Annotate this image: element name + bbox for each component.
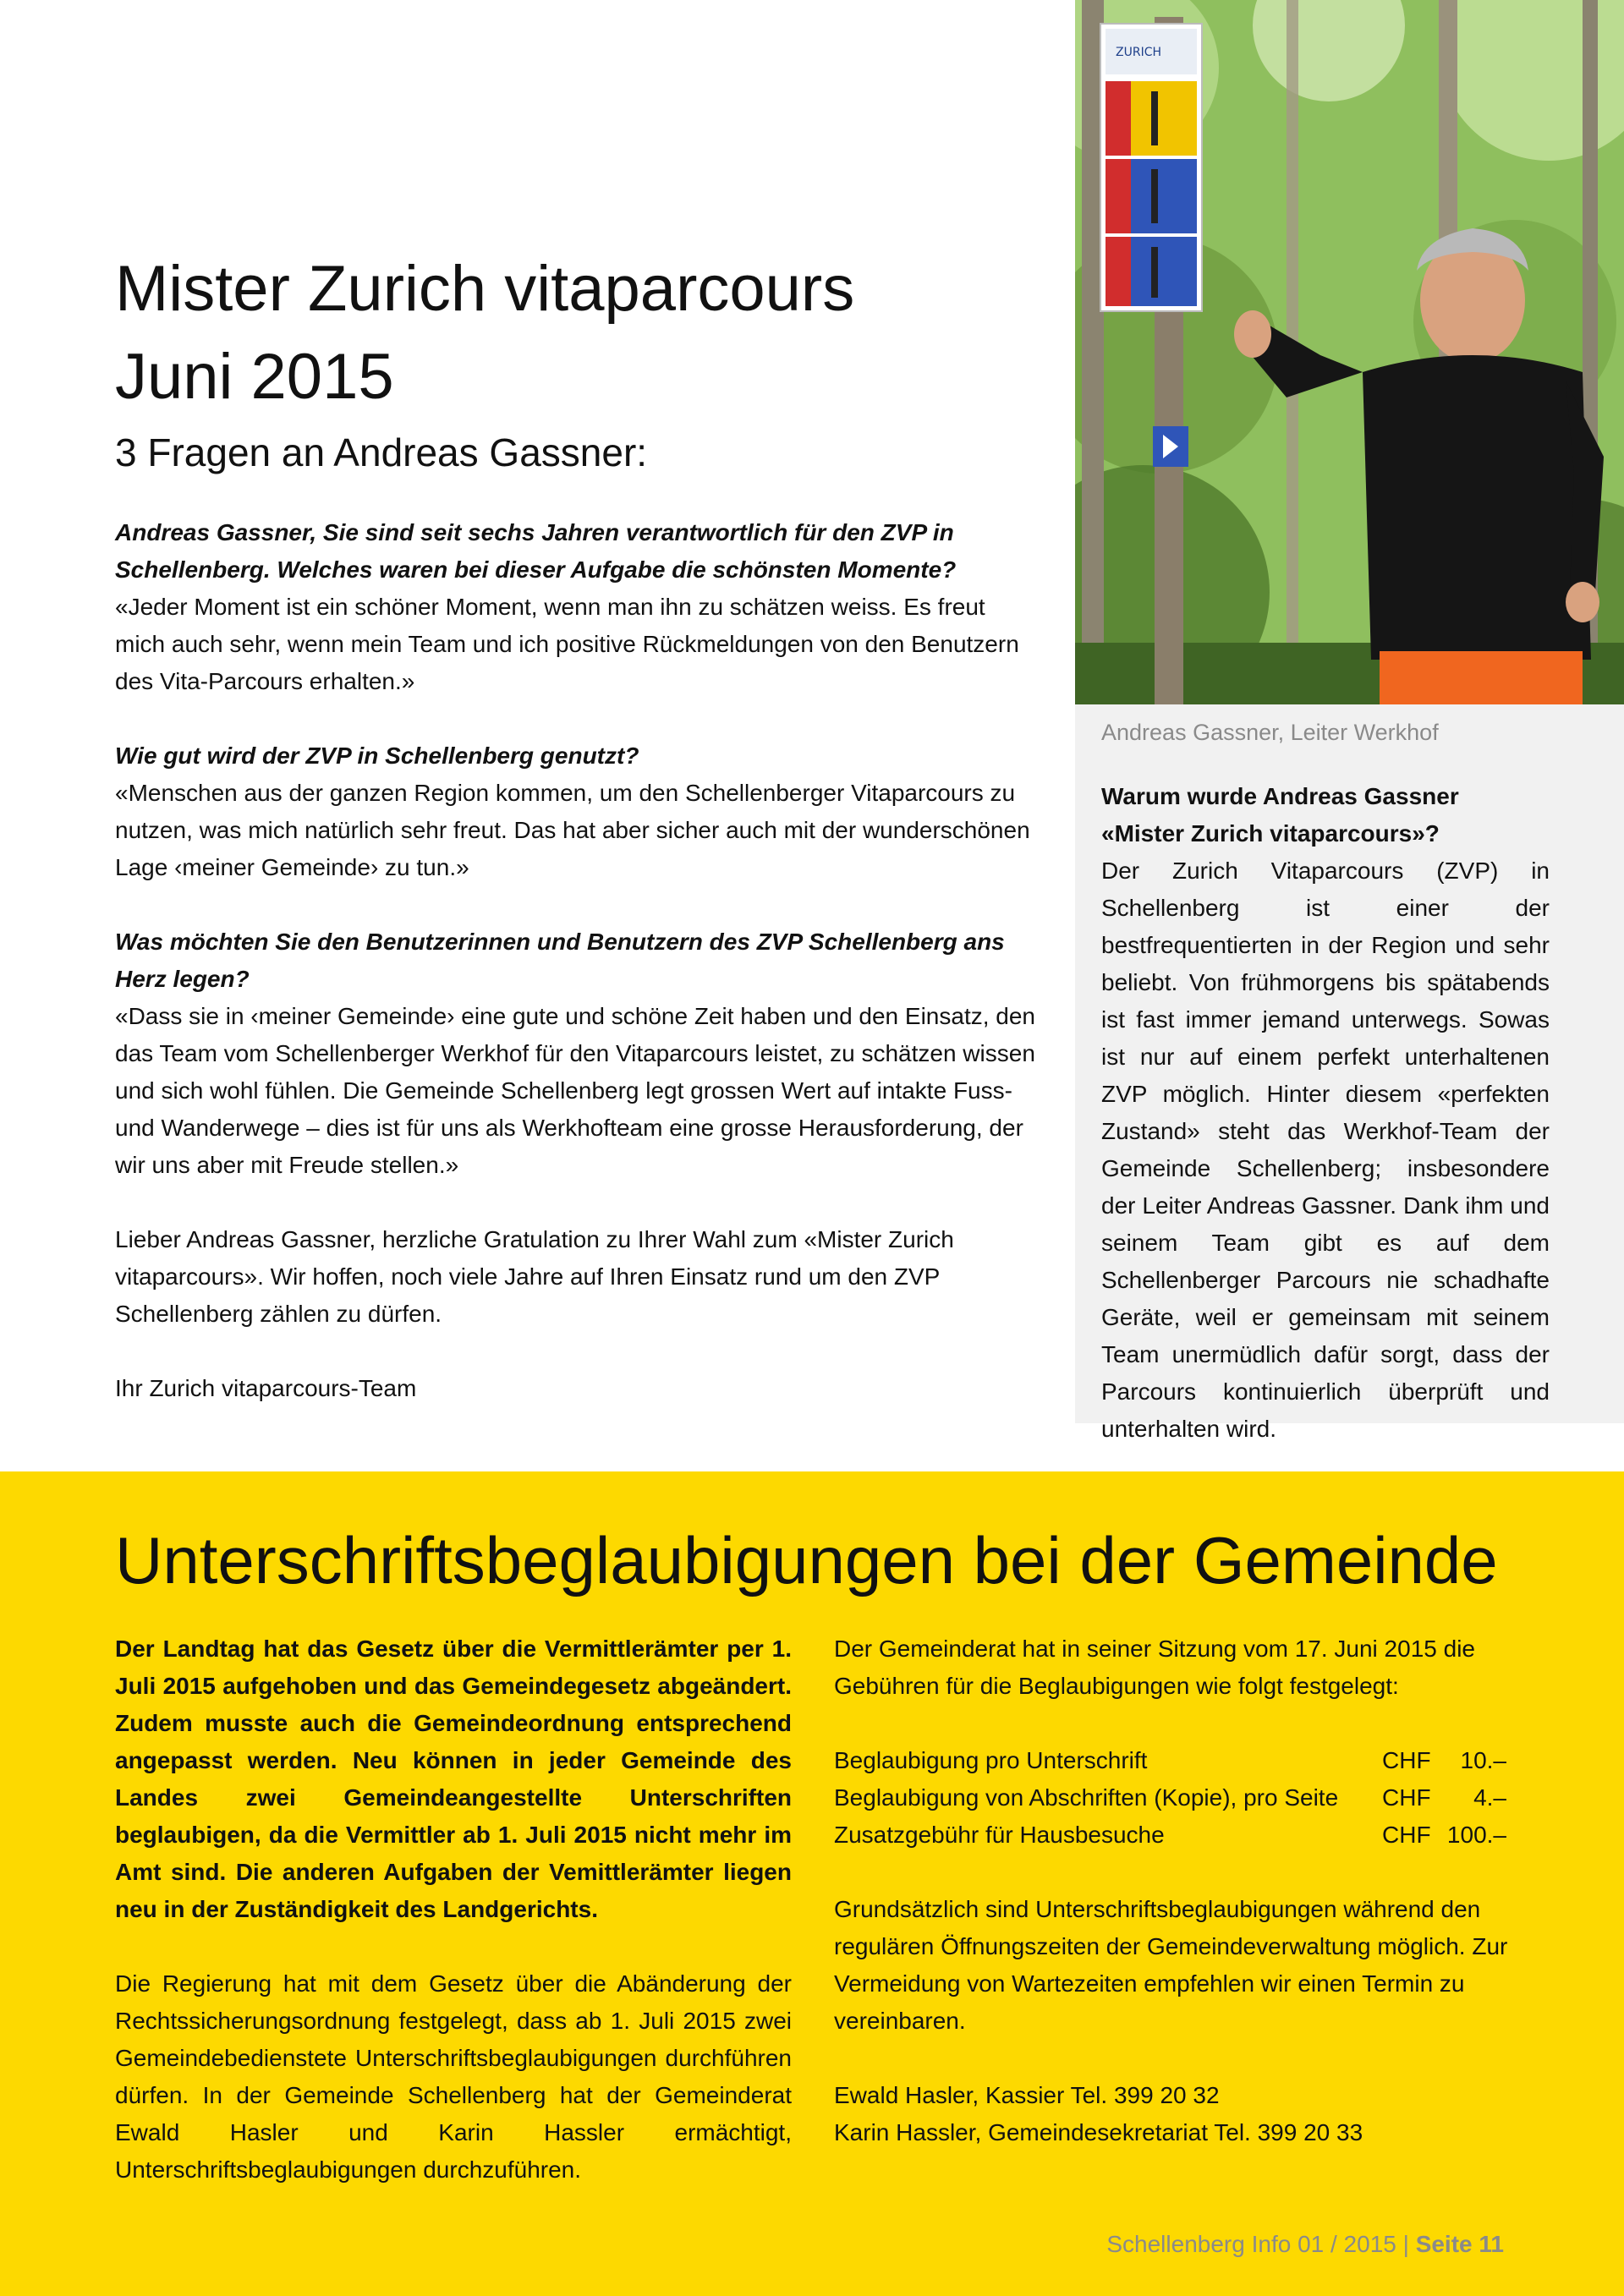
question-1: Andreas Gassner, Sie sind seit sechs Jahren verantwortlich für den ZVP in Schellenberg. Welches waren bei dieser Aufgabe die schönsten Momente?	[115, 519, 957, 583]
section-body-paragraph: Die Regierung hat mit dem Gesetz über die Abänderung der Rechtssicherungsordnung festgelegt, dass ab 1. Juli 2015 zwei Gemeindebedienstete Unterschriftsbeglaubigungen durchführen dürfen. In der Gemeinde Schellenberg hat der Gemeinderat Ewald Hasler und Karin Hassler ermächtigt, Unterschriftsbeglaubigungen durchzuführen.	[115, 1970, 792, 2183]
fee-row	[834, 1742, 1506, 1779]
sidebar-heading	[1101, 778, 1609, 852]
fee-amount: 100.–	[1446, 1822, 1506, 1848]
answer-1: «Jeder Moment ist ein schöner Moment, wenn man ihn zu schätzen weiss. Es freut mich auch sehr, wenn mein Team und ich positive Rückmeldungen von den Benutzern des Vita-Parcours erhalten.»	[115, 594, 1019, 694]
fee-row	[834, 1779, 1506, 1817]
fee-row	[834, 1817, 1506, 1854]
article-title-line1: Mister Zurich vitaparcours	[115, 253, 855, 325]
article-body	[115, 514, 1037, 1444]
fee-amount: 10.–	[1460, 1747, 1506, 1773]
section-lead-paragraph: Der Landtag hat das Gesetz über die Vermittlerämter per 1. Juli 2015 aufgehoben und das Gemeindegesetz abgeändert. Zudem musste auch die Gemeindeordnung entsprechend angepasst werden. Neu können in jeder Gemeinde des Landes zwei Gemeindeangestellte Unterschriften beglaubigen, da die Vermittler ab 1. Juli 2015 nicht mehr im Amt sind. Die anderen Aufgaben der Vemittlerämter liegen neu in der Zuständigkeit des Landgerichts.	[115, 1636, 792, 1922]
fee-currency: CHF	[1382, 1784, 1431, 1811]
congratulation-text: Lieber Andreas Gassner, herzliche Gratulation zu Ihrer Wahl zum «Mister Zurich vitaparcours». Wir hoffen, noch viele Jahre auf Ihren Einsatz rund um den ZVP Schellenberg zählen zu dürfen.	[115, 1226, 954, 1327]
fee-amount: 4.–	[1473, 1784, 1506, 1811]
fee-label: Beglaubigung von Abschriften (Kopie), pro Seite	[834, 1784, 1339, 1811]
photo-illustration	[1075, 0, 1624, 704]
page-footer	[1106, 2229, 1504, 2260]
qa-block-2	[115, 737, 1037, 886]
appointment-note: Grundsätzlich sind Unterschriftsbeglaubigungen während den regulären Öffnungszeiten der Gemeindeverwaltung möglich. Zur Vermeidung von Wartezeiten empfehlen wir einen Termin zu vereinbaren.	[834, 1896, 1508, 2034]
sidebar-text: Der Zurich Vitaparcours (ZVP) in Schellenberg ist einer der bestfrequentierten in der Region und sehr beliebt. Von frühmorgens bis spätabends ist fast immer jemand unterwegs. Sowas ist nur auf einem perfekt unterhaltenen ZVP möglich. Hinter diesem «perfekten Zustand» steht das Werkhof-Team der Gemeinde Schellenberg; insbesondere der Leiter Andreas Gassner. Dank ihm und seinem Team gibt es auf dem Schellenberger Parcours nie schadhafte Geräte, weil er gemeinsam mit seinem Team unermüdlich dafür sorgt, dass der Parcours kontinuierlich überprüft und unterhalten wird.	[1101, 858, 1550, 1442]
photo-andreas-gassner	[1075, 0, 1624, 704]
fee-table	[834, 1742, 1511, 1854]
fee-currency: CHF	[1382, 1822, 1431, 1848]
contact-list	[834, 2077, 1511, 2151]
publication-name: Schellenberg Info 01 / 2015	[1106, 2231, 1396, 2257]
sign-brand-text: ZURICH	[1116, 46, 1161, 59]
qa-block-1	[115, 514, 1037, 700]
answer-2: «Menschen aus der ganzen Region kommen, um den Schellenberger Vitaparcours zu nutzen, was mich natürlich sehr freut. Das hat aber sicher auch mit der wunderschönen Lage ‹meiner Gemeinde› zu tun.»	[115, 780, 1030, 880]
contact-ewald-hasler: Ewald Hasler, Kassier Tel. 399 20 32	[834, 2082, 1220, 2108]
sidebar-heading-line2: «Mister Zurich vitaparcours»?	[1101, 820, 1440, 847]
fee-label: Zusatzgebühr für Hausbesuche	[834, 1822, 1165, 1848]
contact-karin-hassler: Karin Hassler, Gemeindesekretariat Tel. 399 20 33	[834, 2119, 1363, 2145]
footer-separator: |	[1402, 2231, 1409, 2257]
question-2: Wie gut wird der ZVP in Schellenberg genutzt?	[115, 743, 639, 769]
article-subtitle: 3 Fragen an Andreas Gassner:	[115, 430, 648, 474]
section-title: Unterschriftsbeglaubigungen bei der Gemeinde	[115, 1523, 1498, 1597]
photo-caption: Andreas Gassner, Leiter Werkhof	[1101, 720, 1439, 745]
sidebar-heading-line1: Warum wurde Andreas Gassner	[1101, 783, 1459, 809]
fee-label: Beglaubigung pro Unterschrift	[834, 1747, 1148, 1773]
question-3: Was möchten Sie den Benutzerinnen und Benutzern des ZVP Schellenberg ans Herz legen?	[115, 929, 1005, 992]
article-title	[115, 245, 1012, 421]
article-signature: Ihr Zurich vitaparcours-Team	[115, 1375, 417, 1401]
fees-intro: Der Gemeinderat hat in seiner Sitzung vom 17. Juni 2015 die Gebühren für die Beglaubigungen wie folgt festgelegt:	[834, 1636, 1475, 1699]
qa-block-3	[115, 923, 1037, 1184]
article-title-line2: Juni 2015	[115, 341, 394, 413]
page-number: Seite 11	[1415, 2231, 1504, 2257]
fee-currency: CHF	[1382, 1747, 1431, 1773]
section-left-column	[115, 1630, 792, 2226]
section-right-column	[834, 1630, 1511, 2189]
answer-3: «Dass sie in ‹meiner Gemeinde› eine gute und schöne Zeit haben und den Einsatz, den das Team vom Schellenberger Werkhof für den Vitaparcours leistet, zu schätzen wissen und sich wohl fühlen. Die Gemeinde Schellenberg legt grossen Wert auf intakte Fuss- und Wanderwege – dies ist für uns als Werkhofteam eine grosse Herausforderung, der wir uns aber mit Freude stellen.»	[115, 1003, 1036, 1178]
